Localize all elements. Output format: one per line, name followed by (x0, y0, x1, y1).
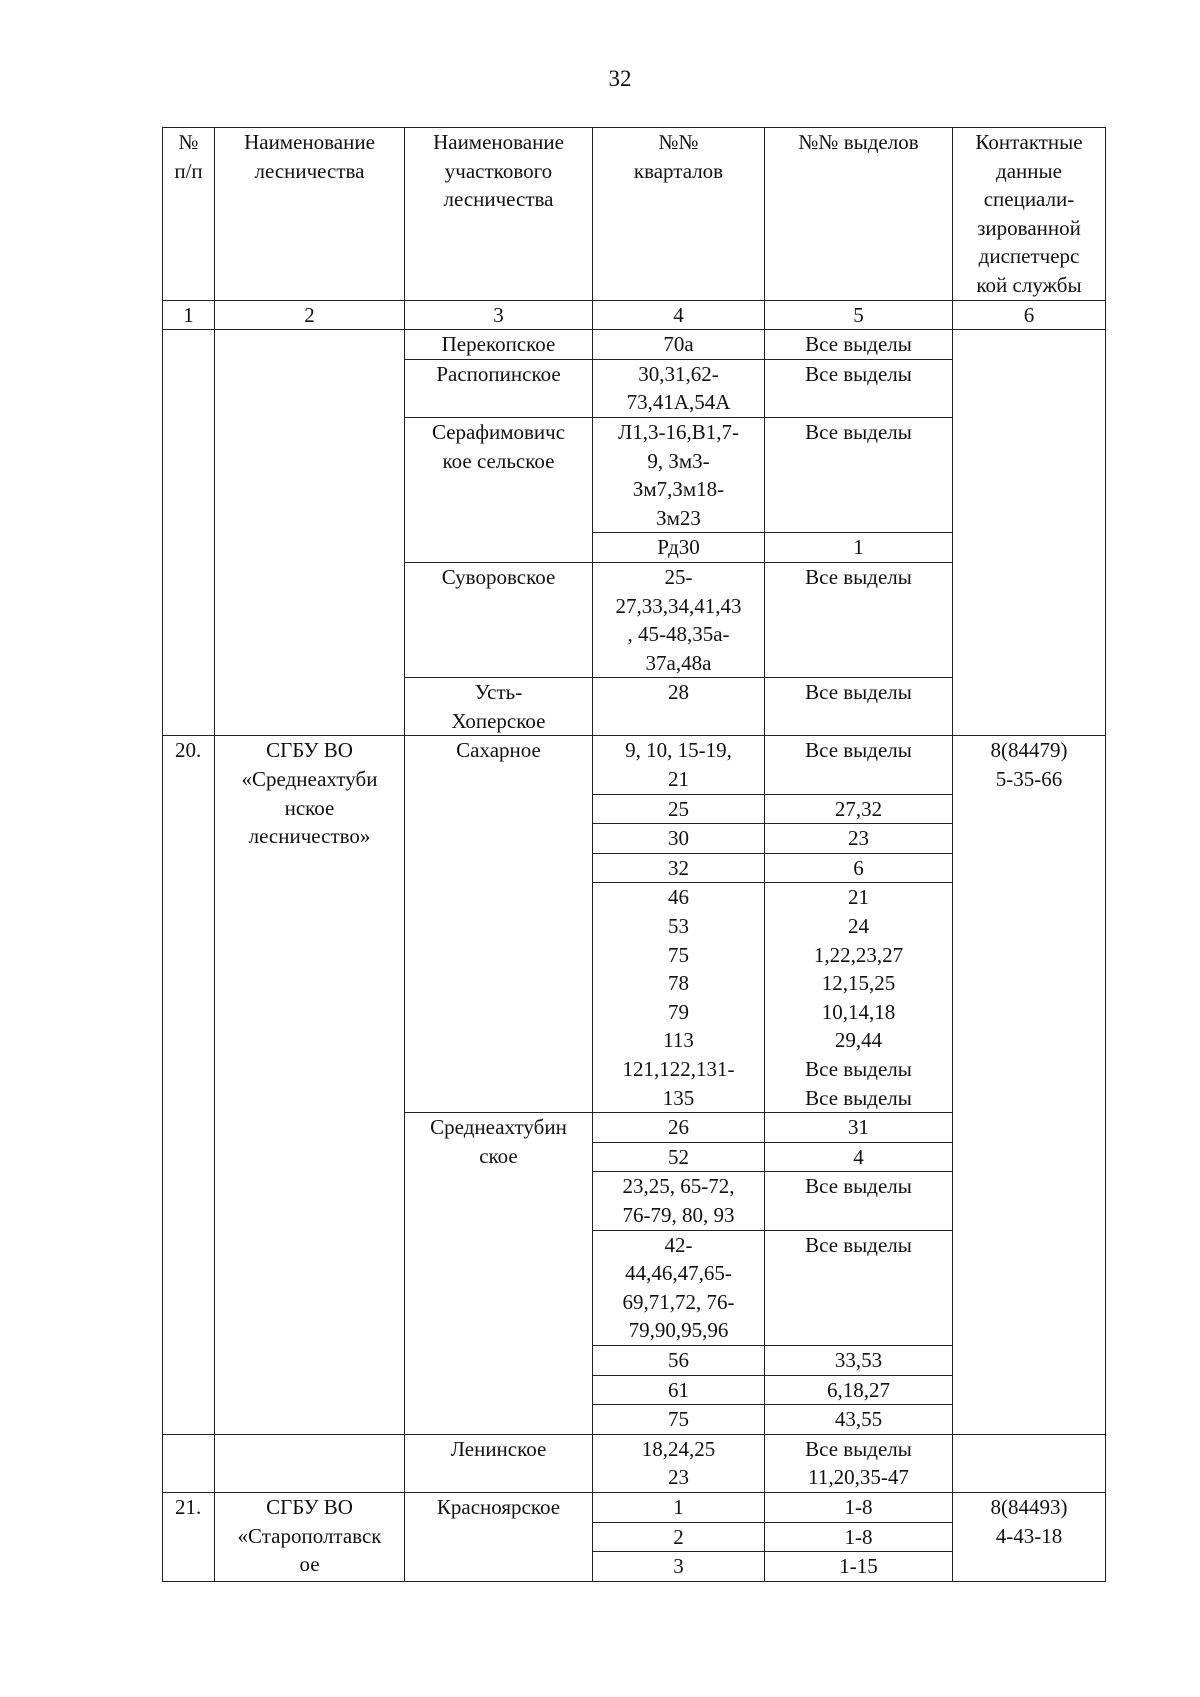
district-name: Красноярское (405, 1492, 593, 1581)
allotment-numbers: Все выделы (765, 417, 953, 532)
quarter-numbers: 32 (593, 853, 765, 883)
table-row (163, 1492, 1106, 1522)
district-name: Усть- Хоперское (405, 678, 593, 736)
quarter-numbers: Рд30 (593, 533, 765, 563)
quarter-numbers: 25- 27,33,34,41,43 , 45-48,35а- 37а,48а (593, 562, 765, 677)
header-cell-quarters: №№ кварталов (593, 128, 765, 301)
table-row (163, 1434, 1106, 1492)
quarter-numbers: 46 53 75 78 79 113 121,122,131- 135 (593, 883, 765, 1113)
contact-data: 8(84479) 5-35-66 (953, 736, 1106, 1434)
allotment-numbers: 1-8 (765, 1492, 953, 1522)
column-number: 4 (593, 300, 765, 330)
allotment-numbers: 6 (765, 853, 953, 883)
allotment-numbers: 21 24 1,22,23,27 12,15,25 10,14,18 29,44 Все выделы Все выделы (765, 883, 953, 1113)
allotment-numbers: Все выделы (765, 1230, 953, 1345)
district-name: Перекопское (405, 330, 593, 360)
district-name: Суворовское (405, 562, 593, 677)
column-number: 1 (163, 300, 215, 330)
district-name: Распопинское (405, 359, 593, 417)
district-name: Среднеахтубин ское (405, 1113, 593, 1435)
quarter-numbers: 25 (593, 794, 765, 824)
district-name: Ленинское (405, 1434, 593, 1492)
allotment-numbers: Все выделы 11,20,35-47 (765, 1434, 953, 1492)
entry-number: 21. (163, 1492, 215, 1581)
quarter-numbers: 18,24,25 23 (593, 1434, 765, 1492)
quarter-numbers: 70а (593, 330, 765, 360)
forestry-table (162, 127, 1106, 1582)
header-cell-contacts: Контактные данные специали- зированной диспетчерс кой службы (953, 128, 1106, 301)
quarter-numbers: 56 (593, 1345, 765, 1375)
allotment-numbers: Все выделы (765, 359, 953, 417)
column-number-row (163, 300, 1106, 330)
allotment-numbers: Все выделы (765, 562, 953, 677)
header-cell-forestry: Наименование лесничества (215, 128, 405, 301)
column-number: 3 (405, 300, 593, 330)
district-name: Серафимовичс кое сельское (405, 417, 593, 562)
quarter-numbers: 75 (593, 1405, 765, 1435)
allotment-numbers: 4 (765, 1142, 953, 1172)
column-number: 2 (215, 300, 405, 330)
quarter-numbers: 52 (593, 1142, 765, 1172)
entry-number (163, 1434, 215, 1492)
allotment-numbers: 33,53 (765, 1345, 953, 1375)
forestry-name: СГБУ ВО «Среднеахтуби нское лесничество» (215, 736, 405, 1434)
column-number: 6 (953, 300, 1106, 330)
allotment-numbers: Все выделы (765, 736, 953, 794)
quarter-numbers: 26 (593, 1113, 765, 1143)
quarter-numbers: 1 (593, 1492, 765, 1522)
allotment-numbers: Все выделы (765, 330, 953, 360)
allotment-numbers: 1-8 (765, 1522, 953, 1552)
column-number: 5 (765, 300, 953, 330)
entry-number (163, 330, 215, 736)
allotment-numbers: 1 (765, 533, 953, 563)
table-body (163, 128, 1106, 1582)
header-cell-district: Наименование участкового лесничества (405, 128, 593, 301)
allotment-numbers: 31 (765, 1113, 953, 1143)
contact-data (953, 330, 1106, 736)
page-number: 32 (608, 66, 632, 91)
forestry-name: СГБУ ВО «Старополтавск ое (215, 1492, 405, 1581)
quarter-numbers: 2 (593, 1522, 765, 1552)
quarter-numbers: Л1,3-16,В1,7- 9, Зм3- Зм7,Зм18- Зм23 (593, 417, 765, 532)
allotment-numbers: Все выделы (765, 678, 953, 736)
header-row (163, 128, 1106, 301)
quarter-numbers: 42- 44,46,47,65- 69,71,72, 76- 79,90,95,96 (593, 1230, 765, 1345)
table-row (163, 330, 1106, 360)
allotment-numbers: 43,55 (765, 1405, 953, 1435)
forestry-name (215, 330, 405, 736)
allotment-numbers: Все выделы (765, 1172, 953, 1230)
quarter-numbers: 9, 10, 15-19, 21 (593, 736, 765, 794)
allotment-numbers: 6,18,27 (765, 1375, 953, 1405)
allotment-numbers: 1-15 (765, 1552, 953, 1582)
table-row (163, 736, 1106, 794)
contact-data (953, 1434, 1106, 1492)
forestry-name (215, 1434, 405, 1492)
quarter-numbers: 28 (593, 678, 765, 736)
quarter-numbers: 30,31,62- 73,41А,54А (593, 359, 765, 417)
quarter-numbers: 61 (593, 1375, 765, 1405)
district-name: Сахарное (405, 736, 593, 1113)
quarter-numbers: 23,25, 65-72, 76-79, 80, 93 (593, 1172, 765, 1230)
header-cell-num: № п/п (163, 128, 215, 301)
entry-number: 20. (163, 736, 215, 1434)
quarter-numbers: 30 (593, 824, 765, 854)
header-cell-allotments: №№ выделов (765, 128, 953, 301)
allotment-numbers: 23 (765, 824, 953, 854)
allotment-numbers: 27,32 (765, 794, 953, 824)
contact-data: 8(84493) 4-43-18 (953, 1492, 1106, 1581)
quarter-numbers: 3 (593, 1552, 765, 1582)
